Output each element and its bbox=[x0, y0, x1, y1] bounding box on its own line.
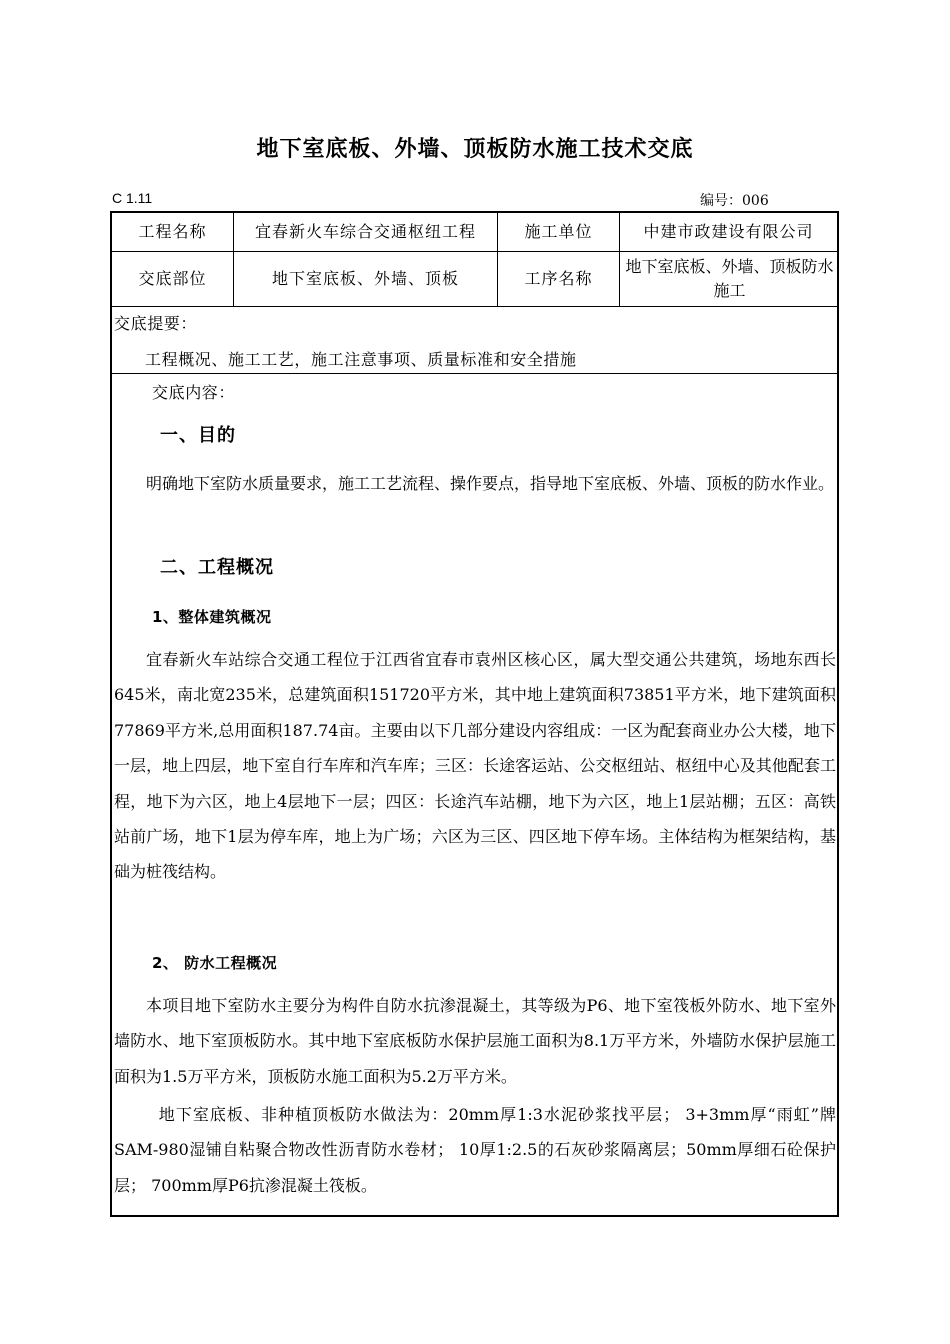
row-divider bbox=[111, 306, 838, 307]
building-overview-paragraph: 宜春新火车站综合交通工程位于江西省宜春市袁州区核心区，属大型交通公共建筑，场地东西长645米，南北宽235米，总建筑面积151720平方米，其中地上建筑面积73851平方米，地下建筑面积77869平方米,总用面积187.74亩。主要由以下几部分建设内容组成：一区为配套商业办公大楼，地下一层，地上四层，地下室自行车库和汽车库；三区：长途客运站、公交枢纽站、枢纽中心及其他配套工程，地下为六区，地上4层地下一层；四区：长途汽车站棚，地下为六区，地上1层站棚；五区：高铁站前广场，地下1层为停车库，地上为广场；六区为三区、四区地下停车场。主体结构为框架结构，基础为桩筏结构。 bbox=[114, 650, 836, 882]
subsection-heading-waterproofing: 2、 防水工程概况 bbox=[152, 954, 278, 972]
section-heading-purpose: 一、目的 bbox=[160, 425, 236, 446]
project-name-value: 宜春新火车综合交通枢纽工程 bbox=[254, 222, 476, 241]
row-divider bbox=[111, 373, 838, 374]
disclosure-location-value: 地下室底板、外墙、顶板 bbox=[271, 269, 459, 288]
process-name-value: 地下室底板、外墙、顶板防水施工 bbox=[625, 257, 834, 300]
construction-unit-label: 施工单位 bbox=[524, 222, 593, 241]
waterproofing-method-paragraph: 地下室底板、非种植顶板防水做法为：20mm厚1:3水泥砂浆找平层； 3+3mm厚“雨虹”牌SAM-980湿铺自粘聚合物改性沥青防水卷材； 10厚1:2.5的石灰砂浆隔离层；50mm厚细石砼保护层； 700mm厚P6抗渗混凝土筏板。 bbox=[114, 1105, 836, 1195]
section-heading-overview: 二、工程概况 bbox=[160, 557, 274, 578]
document-number: 编号：006 bbox=[700, 193, 769, 209]
form-code: C 1.11 bbox=[112, 190, 153, 206]
purpose-paragraph: 明确地下室防水质量要求，施工工艺流程、操作要点，指导地下室底板、外墙、顶板的防水作业。 bbox=[146, 474, 835, 493]
summary-label: 交底提要： bbox=[114, 314, 198, 333]
subsection-heading-building: 1、整体建筑概况 bbox=[152, 608, 272, 626]
project-name-label: 工程名称 bbox=[138, 222, 207, 241]
page-title: 地下室底板、外墙、顶板防水施工技术交底 bbox=[256, 137, 694, 162]
waterproofing-overview-paragraph: 本项目地下室防水主要分为构件自防水抗渗混凝土，其等级为P6、地下室筏板外防水、地下室外墙防水、地下室顶板防水。其中地下室底板防水保护层施工面积为8.1万平方米，外墙防水保护层施工面积为1.5万平方米，顶板防水施工面积为5.2万平方米。 bbox=[114, 996, 836, 1086]
process-name-label: 工序名称 bbox=[524, 269, 593, 288]
content-label: 交底内容： bbox=[152, 383, 236, 402]
disclosure-location-label: 交底部位 bbox=[138, 269, 207, 288]
summary-text: 工程概况、施工工艺，施工注意事项、质量标准和安全措施 bbox=[145, 350, 577, 369]
construction-unit-value: 中建市政建设有限公司 bbox=[643, 222, 814, 241]
